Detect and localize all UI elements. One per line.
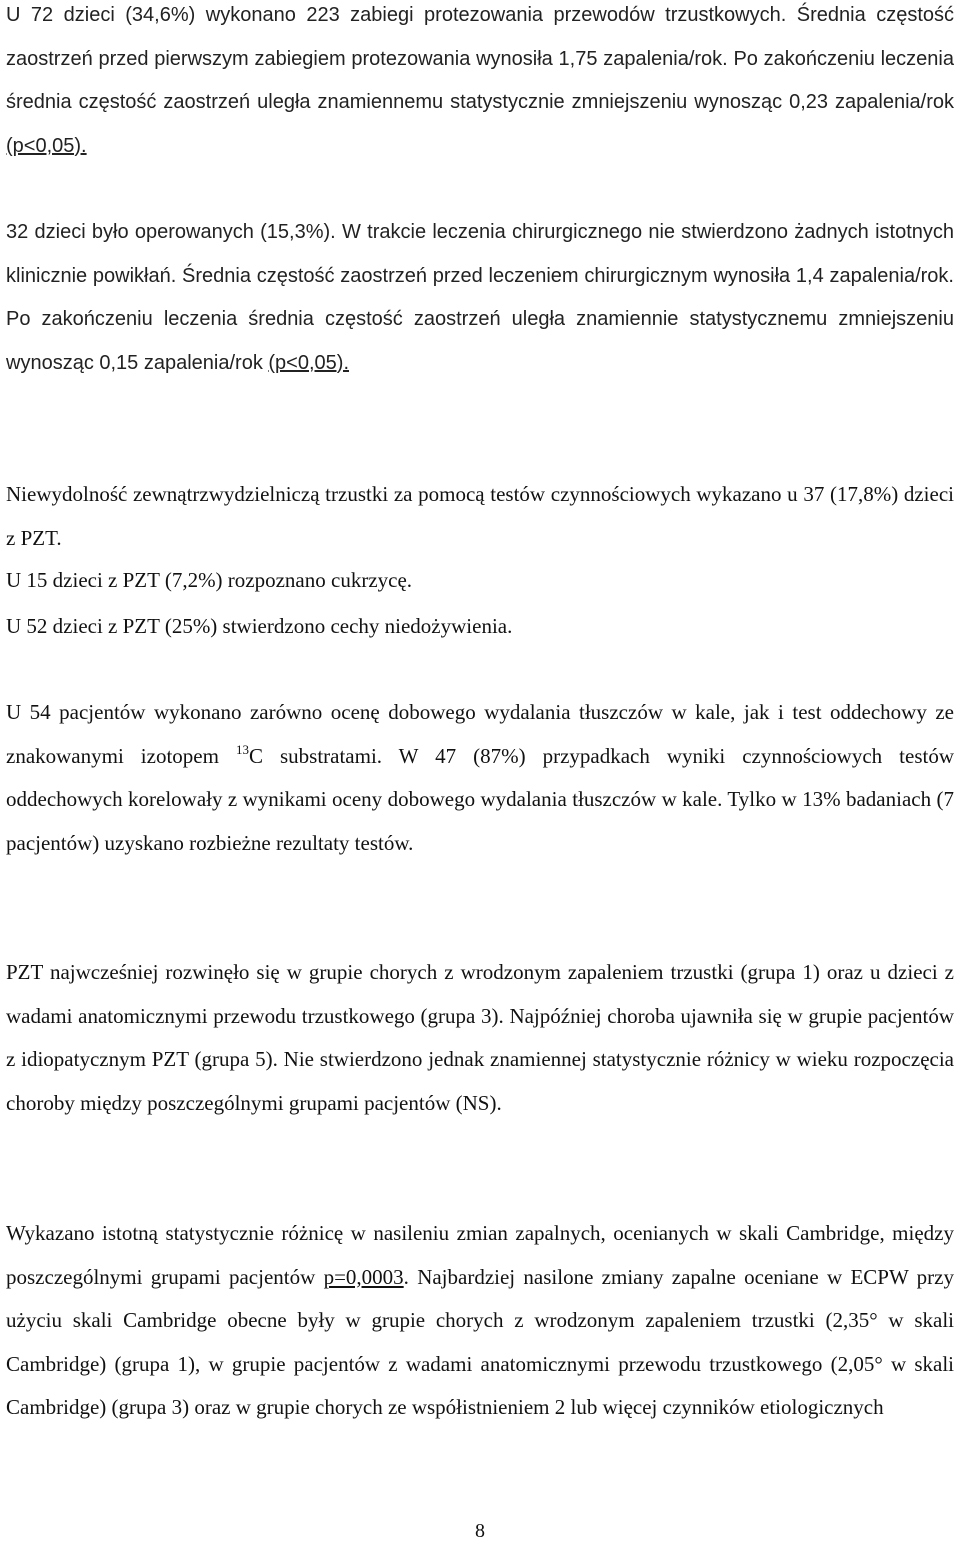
p-value-stenting: (p<0,05). [6,134,87,157]
malnutrition-text: U 52 dzieci z PZT (25%) stwierdzono cechy niedożywienia. [6,614,513,638]
p-value-cambridge: p=0,0003 [323,1264,404,1289]
paragraph-insufficiency [6,473,954,560]
paragraph-breath-test [6,691,954,865]
paragraph-onset [6,951,954,1125]
paragraph-stenting-text: U 72 dzieci (34,6%) wykonano 223 zabiegi protezowania przewodów trzustkowych. Średnia częstość zaostrzeń przed pierwszym zabiegiem protezowania wynosiła 1,75 zapalenia/rok. Po zakończeniu leczenia średnia częstość zaostrzeń uległa znamiennemu statystycznie zmniejszeniu wynosząc 0,23 zapalenia/rok [6,4,954,113]
insufficiency-text: Niewydolność zewnątrzwydzielniczą trzustki za pomocą testów czynnościowych wykazano u 37 (17,8%) dzieci z PZT. [6,482,954,550]
p-value-surgery: (p<0,05). [268,351,349,374]
paragraph-malnutrition [6,605,954,649]
cambridge-text-b: . Najbardziej nasilone zmiany zapalne oceniane w ECPW przy użyciu skali Cambridge obecne były w grupie chorych z wrodzonym zapaleniem trzustki (2,35° w skali Cambridge) (grupa 1), w grupie pacjentów z wadami anatomicznymi przewodu trzustkowego (2,05° w skali Cambridge) (grupa 3) oraz w grupie chorych ze współistnieniem 2 lub więcej czynników etiologicznych [6,1264,955,1419]
page-number: 8 [475,1520,485,1542]
diabetes-text: U 15 dzieci z PZT (7,2%) rozpoznano cukrzycę. [6,568,413,592]
breath-test-text-a: U 54 pacjentów wykonano zarówno ocenę dobowego wydalania tłuszczów w kale, jak i test oddechowy ze znakowanymi izotopem [6,700,954,768]
paragraph-diabetes [6,559,954,603]
isotope-superscript: 13 [235,741,249,757]
onset-text: PZT najwcześniej rozwinęło się w grupie chorych z wrodzonym zapaleniem trzustki (grupa 1) oraz u dzieci z wadami anatomicznymi przewodu trzustkowego (grupa 3). Najpóźniej choroba ujawniła się w grupie pacjentów z idiopatycznym PZT (grupa 5). Nie stwierdzono jednak znamiennej statystycznie różnicy w wieku rozpoczęcia choroby między poszczególnymi grupami pacjentów (NS). [6,960,954,1115]
paragraph-surgery [6,211,954,385]
paragraph-cambridge [6,1212,954,1430]
cambridge-text-a: Wykazano istotną statystycznie różnicę w nasileniu zmian zapalnych, ocenianych w skali Cambridge, między poszczególnymi grupami pacjentów [6,1221,954,1289]
breath-test-text-b: C substratami. W 47 (87%) przypadkach wyniki czynnościowych testów oddechowych korelowały z wynikami oceny dobowego wydalania tłuszczów w kale. Tylko w 13% badaniach (7 pacjentów) uzyskano rozbieżne rezultaty testów. [6,743,955,855]
paragraph-surgery-text: 32 dzieci było operowanych (15,3%). W trakcie leczenia chirurgicznego nie stwierdzono żadnych istotnych klinicznie powikłań. Średnia częstość zaostrzeń przed leczeniem chirurgicznym wynosiła 1,4 zapalenia/rok. Po zakończeniu leczenia średnia częstość zaostrzeń uległa znamiennie statystycznemu zmniejszeniu wynosząc 0,15 zapalenia/rok [6,221,954,374]
paragraph-stenting [6,0,954,168]
